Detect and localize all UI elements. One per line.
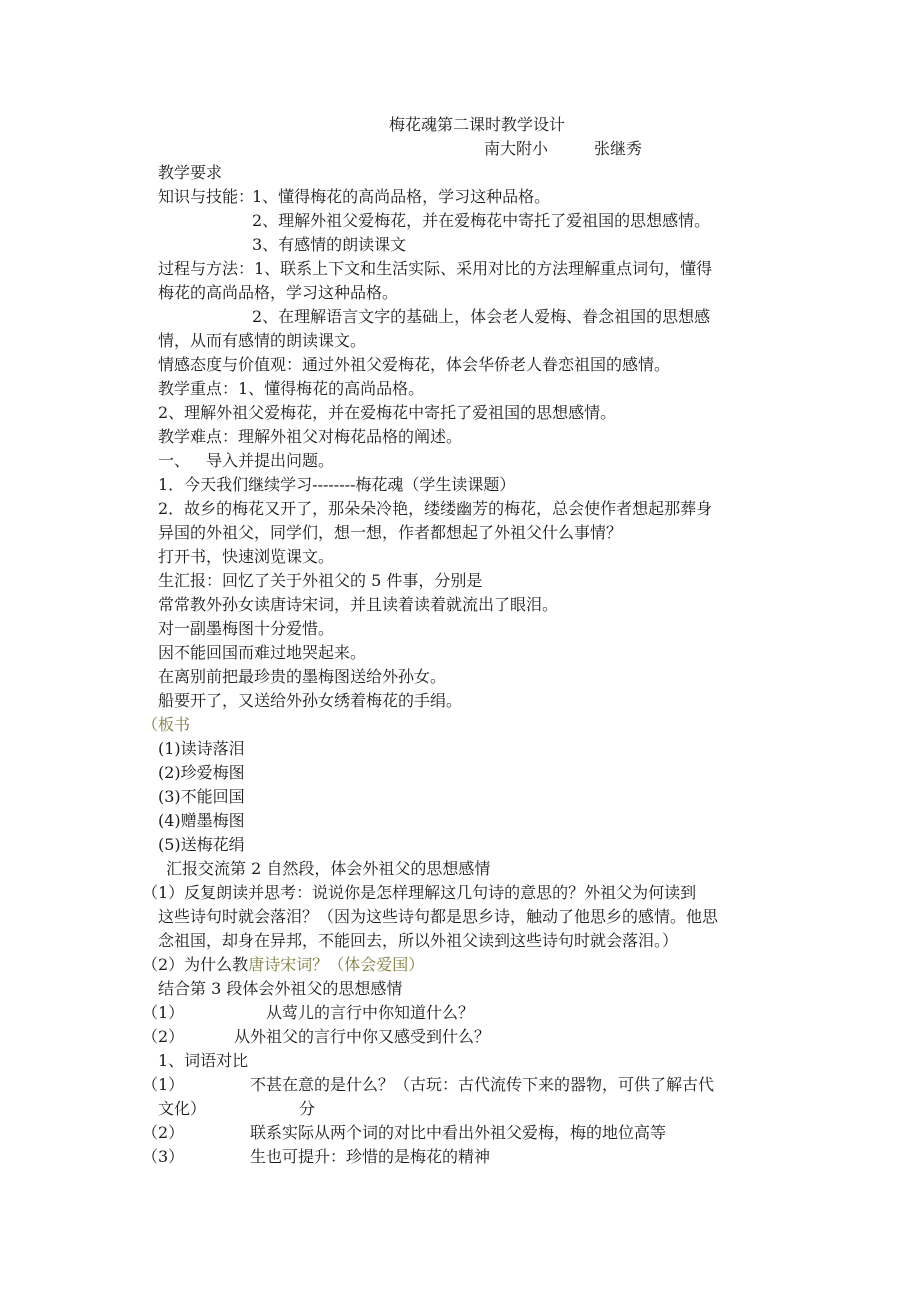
compare-text: 联系实际从两个词的对比中看出外祖父爱梅，梅的地位高等 <box>250 1123 667 1142</box>
question-line: （1）反复朗读并思考：说说你是怎样理解这几句诗的意思的？外祖父为何读到 <box>142 883 697 902</box>
question-line: 这些诗句时就会落泪？（因为这些诗句都是思乡诗，触动了他思乡的感情。他思 <box>158 907 719 926</box>
question-line <box>142 954 424 976</box>
knowledge-item: 3、有感情的朗读课文 <box>252 235 407 254</box>
compare-heading: 1、词语对比 <box>158 1051 249 1070</box>
compare-number: （1） <box>142 1075 185 1094</box>
event-item: 船要开了，又送给外孙女绣着梅花的手绢。 <box>158 691 463 710</box>
lesson-step: 2．故乡的梅花又开了，那朵朵冷艳，缕缕幽芳的梅花，总会使作者想起那葬身 <box>158 499 713 518</box>
requirements-heading: 教学要求 <box>158 163 223 182</box>
knowledge-item: 1、懂得梅花的高尚品格，学习这种品格。 <box>252 187 551 206</box>
author-name: 张继秀 <box>594 139 643 158</box>
emotion-goal: 情感态度与价值观：通过外祖父爱梅花，体会华侨老人眷恋祖国的感情。 <box>158 355 671 374</box>
school-name: 南大附小 <box>484 139 549 158</box>
question-text: 从莺儿的言行中你知道什么？ <box>266 1003 475 1022</box>
event-item: 常常教外孙女读唐诗宋词，并且读着读着就流出了眼泪。 <box>158 595 559 614</box>
lesson-step: 异国的外祖父，同学们，想一想，作者都想起了外祖父什么事情？ <box>158 523 623 542</box>
question-number: （1） <box>142 1003 185 1022</box>
compare-trail: 分 <box>299 1099 316 1118</box>
event-item: 对一副墨梅图十分爱惜。 <box>158 619 335 638</box>
lesson-step: 打开书，快速浏览课文。 <box>158 547 335 566</box>
question-number: （2） <box>142 1027 185 1046</box>
section-number: 一、 <box>158 451 191 470</box>
process-line: 情，从而有感情的朗读课文。 <box>158 331 367 350</box>
event-item: 因不能回国而难过地哭起来。 <box>158 643 367 662</box>
process-line: 过程与方法：1、联系上下文和生活实际、采用对比的方法理解重点词句，懂得 <box>158 259 713 278</box>
question-prefix: （2）为什么教 <box>142 955 249 974</box>
knowledge-item: 2、理解外祖父爱梅花，并在爱梅花中寄托了爱祖国的思想感情。 <box>252 211 711 230</box>
board-item: (4)赠墨梅图 <box>158 811 245 830</box>
process-line: 2、在理解语言文字的基础上，体会老人爱梅、眷念祖国的思想感 <box>252 307 711 326</box>
board-item: (2)珍爱梅图 <box>158 763 245 782</box>
key-point: 教学重点：1、懂得梅花的高尚品格。 <box>158 379 425 398</box>
board-item: (5)送梅花绢 <box>158 835 245 854</box>
key-point: 2、理解外祖父爱梅花，并在爱梅花中寄托了爱祖国的思想感情。 <box>158 403 617 422</box>
section-heading: 结合第 3 段体会外祖父的思想感情 <box>158 979 403 998</box>
difficulty: 教学难点：理解外祖父对梅花品格的阐述。 <box>158 427 463 446</box>
board-item: (3)不能回国 <box>158 787 245 806</box>
lesson-step: 1．今天我们继续学习--------梅花魂（学生读课题） <box>158 475 516 494</box>
board-label: （板书 <box>142 715 191 734</box>
board-item: (1)读诗落泪 <box>158 739 245 758</box>
question-line: 念祖国，却身在异邦，不能回去，所以外祖父读到这些诗句时就会落泪。） <box>158 931 679 950</box>
event-item: 在离别前把最珍贵的墨梅图送给外孙女。 <box>158 667 447 686</box>
question-text: 从外祖父的言行中你又感受到什么？ <box>234 1027 491 1046</box>
page-title: 梅花魂第二课时教学设计 <box>389 115 566 134</box>
compare-number: （2） <box>142 1123 185 1142</box>
knowledge-label: 知识与技能： <box>158 187 255 206</box>
compare-text: 文化） <box>158 1099 207 1118</box>
compare-text: 生也可提升：珍惜的是梅花的精神 <box>250 1147 491 1166</box>
compare-number: （3） <box>142 1147 185 1166</box>
question-highlight: 唐诗宋词？（体会爱国） <box>248 955 425 974</box>
compare-text: 不甚在意的是什么？（古玩：古代流传下来的器物，可供了解古代 <box>250 1075 715 1094</box>
student-report: 生汇报：回忆了关于外祖父的 5 件事，分别是 <box>158 571 483 590</box>
section-heading: 汇报交流第 2 自然段，体会外祖父的思想感情 <box>166 859 491 878</box>
section-title: 导入并提出问题。 <box>206 451 335 470</box>
process-line: 梅花的高尚品格，学习这种品格。 <box>158 283 399 302</box>
